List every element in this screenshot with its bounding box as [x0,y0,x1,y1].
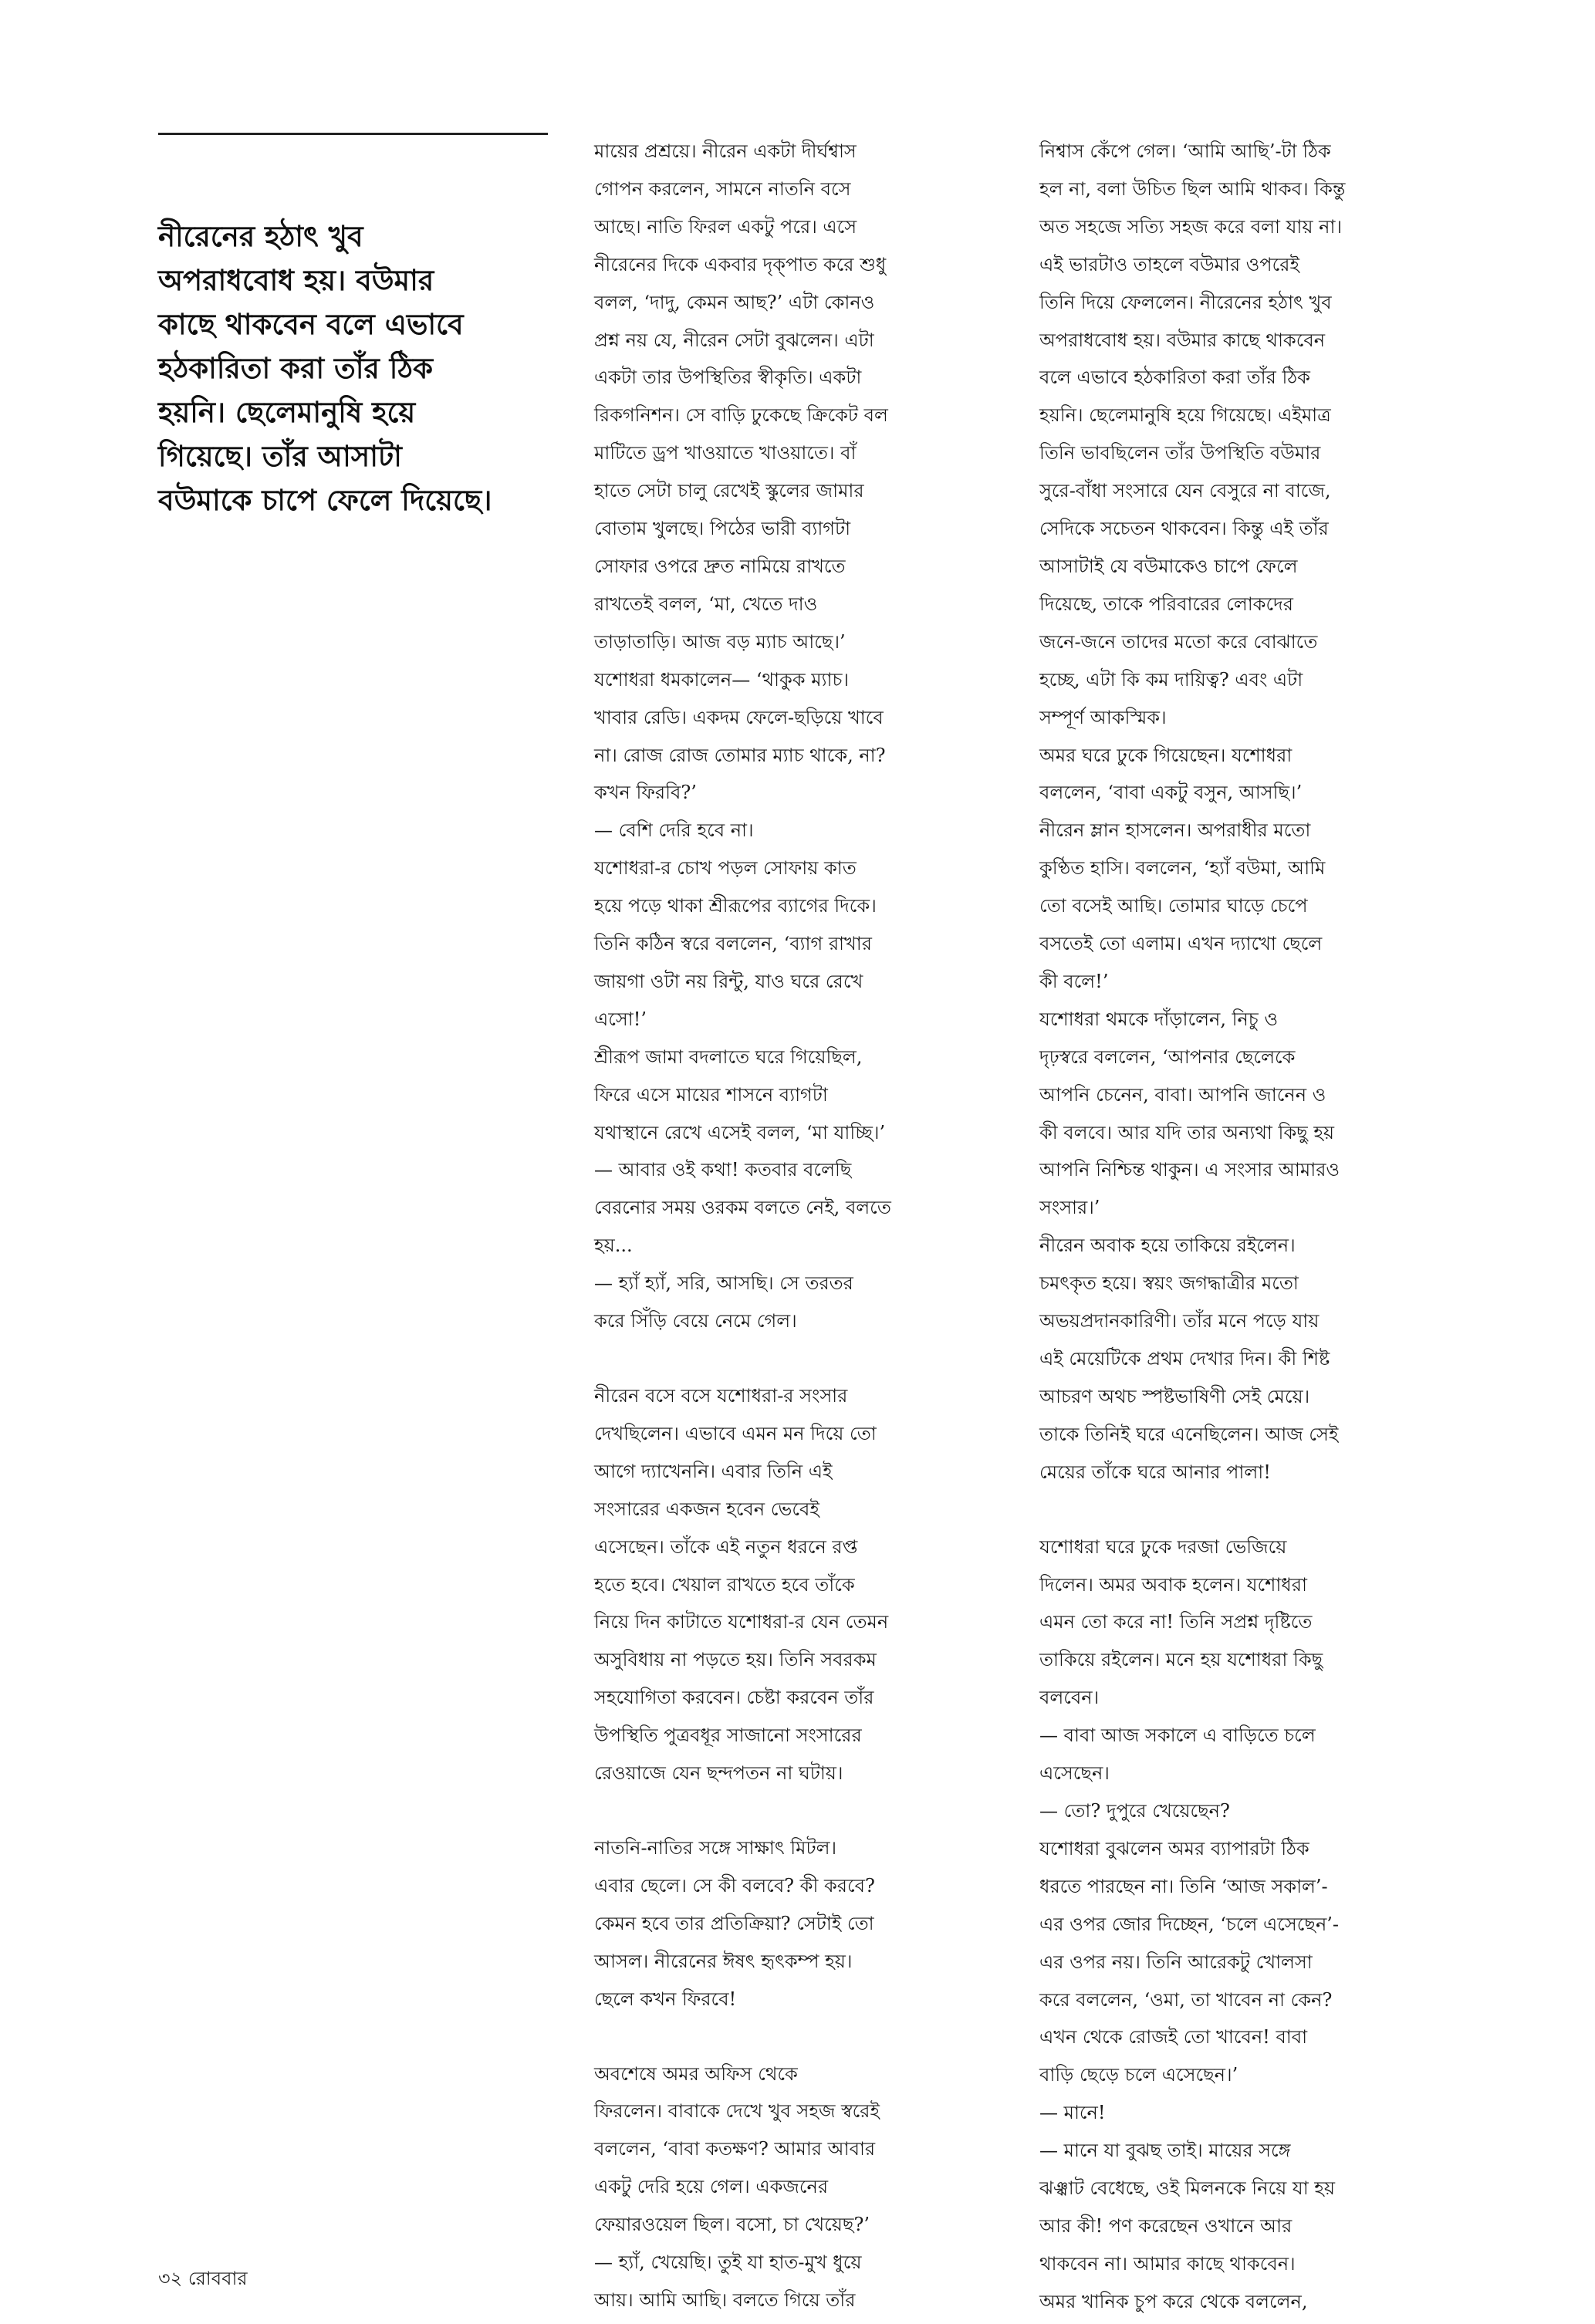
pull-quote-line: হঠকারিতা করা তাঁর ঠিক [158,352,433,385]
magazine-name: রোববার [188,2268,248,2289]
paragraph: শ্রীরূপ জামা বদলাতে ঘরে গিয়েছিল, ফিরে এসে মায়ের শাসনে ব্যাগটা যথাস্থানে রেখে এসেই বলল, ‘মা যাচ্ছি।’ [594,1045,886,1143]
paragraph: যশোধরা থমকে দাঁড়ালেন, নিচু ও দৃঢ়স্বরে বললেন, ‘আপনার ছেলেকে আপনি চেনেন, বাবা। আপনি জানেন ও কী বলবে। আর যদি তার অন্যথা কিছু হয় আপনি নিশ্চিন্ত থাকুন। এ সংসার আমারও সংসার।’ [1039,1008,1340,1219]
pull-quote-line: কাছে থাকবেন বলে এভাবে [158,308,464,341]
paragraph: নীরেন অবাক হয়ে তাকিয়ে রইলেন। চমৎকৃত হয়ে। স্বয়ং জগদ্ধাত্রীর মতো অভয়প্রদানকারিণী। তাঁর মনে পড়ে যায় এই মেয়েটিকে প্রথম দেখার দিন। কী শিষ্ট আচরণ অথচ স্পষ্টভাষিণী সেই মেয়ে। তাকে তিনিই ঘরে এনেছিলেন। আজ সেই মেয়ের তাঁকে ঘরে আনার পালা! [1039,1235,1339,1483]
paragraph: — হ্যাঁ হ্যাঁ, সরি, আসছি। সে তরতর করে সিঁড়ি বেয়ে নেমে গেল। [594,1272,853,1333]
pull-quote-line: নীরেনের হঠাৎ খুব [158,220,363,253]
pull-quote-line: হয়নি। ছেলেমানুষি হয়ে [158,396,416,429]
paragraph: — বেশি দেরি হবে না। [594,819,754,842]
article-column-middle [594,133,984,2311]
pull-quote-rule [158,133,548,135]
paragraph: — বাবা আজ সকালে এ বাড়িতে চলে এসেছেন। [1039,1724,1316,1785]
paragraph: — হ্যাঁ, খেয়েছি। তুই যা হাত-মুখ ধুয়ে আয়। আমি আছি। বলতে গিয়ে তাঁর [594,2251,862,2311]
page-footer [158,2265,248,2295]
paragraph: নিশ্বাস কেঁপে গেল। ‘আমি আছি’-টা ঠিক হল না, বলা উচিত ছিল আমি থাকব। কিন্তু অত সহজে সত্যি সহজ করে বলা যায় না। এই ভারটাও তাহলে বউমার ওপরেই তিনি দিয়ে ফেললেন। নীরেনের হঠাৎ খুব অপরাধবোধ হয়। বউমার কাছে থাকবেন বলে এভাবে হঠকারিতা করা তাঁর ঠিক হয়নি। ছেলেমানুষি হয়ে গিয়েছে। এইমাত্র তিনি ভাবছিলেন তাঁর উপস্থিতি বউমার সুরে-বাঁধা সংসারে যেন বেসুরে না বাজে, সেদিকে সচেতন থাকবেন। কিন্তু এই তাঁর আসাটাই যে বউমাকেও চাপে ফেলে দিয়েছে, তাকে পরিবারের লোকদের জনে-জনে তাদের মতো করে বোঝাতে হচ্ছে, এটা কি কম দায়িত্ব? এবং এটা সম্পূর্ণ আকস্মিক। [1039,140,1346,728]
pull-quote-line: গিয়েছে। তাঁর আসাটা [158,440,402,473]
paragraph: অমর ঘরে ঢুকে গিয়েছেন। যশোধরা বললেন, ‘বাবা একটু বসুন, আসছি।’ নীরেন ম্লান হাসলেন। অপরাধীর মতো কুণ্ঠিত হাসি। বললেন, ‘হ্যাঁ বউমা, আমি তো বসেই আছি। তোমার ঘাড়ে চেপে বসতেই তো এলাম। এখন দ্যাখো ছেলে কী বলে!’ [1039,744,1326,992]
paragraph: — তো? দুপুরে খেয়েছেন? [1039,1799,1230,1822]
paragraph: নীরেন বসে বসে যশোধরা-র সংসার দেখছিলেন। এভাবে এমন মন দিয়ে তো আগে দ্যাখেননি। এবার তিনি এই সংসারের একজন হবেন ভেবেই এসেছেন। তাঁকে এই নতুন ধরনে রপ্ত হতে হবে। খেয়াল রাখতে হবে তাঁকে নিয়ে দিন কাটাতে যশোধরা-র যেন তেমন অসুবিধায় না পড়তে হয়। তিনি সবরকম সহযোগিতা করবেন। চেষ্টা করবেন তাঁর উপস্থিতি পুত্রবধূর সাজানো সংসারের রেওয়াজে যেন ছন্দপতন না ঘটায়। [594,1385,889,1785]
pull-quote [158,214,559,522]
pull-quote-line: বউমাকে চাপে ফেলে দিয়েছে। [158,484,492,517]
paragraph: মায়ের প্রশ্রয়ে। নীরেন একটা দীর্ঘশ্বাস গোপন করলেন, সামনে নাতনি বসে আছে। নাতি ফিরল একটু পরে। এসে নীরেনের দিকে একবার দৃক্‌পাত করে শুধু বলল, ‘দাদু, কেমন আছ?’ এটা কোনও প্রশ্ন নয় যে, নীরেন সেটা বুঝলেন। এটা একটা তার উপস্থিতির স্বীকৃতি। একটা রিকগনিশন। সে বাড়ি ঢুকেছে ক্রিকেট বল মাটিতে ড্রপ খাওয়াতে খাওয়াতে। বাঁ হাতে সেটা চালু রেখেই স্কুলের জামার বোতাম খুলছে। পিঠের ভারী ব্যাগটা সোফার ওপরে দ্রুত নামিয়ে রাখতে রাখতেই বলল, ‘মা, খেতে দাও তাড়াতাড়ি। আজ বড় ম্যাচ আছে।’ [594,140,888,653]
paragraph: যশোধরা বুঝলেন অমর ব্যাপারটা ঠিক ধরতে পারছেন না। তিনি ‘আজ সকাল’- এর ওপর জোর দিচ্ছেন, ‘চলে এসেছেন’- এর ওপর নয়। তিনি আরেকটু খোলসা করে বললেন, ‘ওমা, তা খাবেন না কেন? এখন থেকে রোজই তো খাবেন! বাবা বাড়ি ছেড়ে চলে এসেছেন।’ [1039,1837,1340,2086]
paragraph: যশোধরা-র চোখ পড়ল সোফায় কাত হয়ে পড়ে থাকা শ্রীরূপের ব্যাগের দিকে। তিনি কঠিন স্বরে বললেন, ‘ব্যাগ রাখার জায়গা ওটা নয় রিন্টু, যাও ঘরে রেখে এসো!’ [594,857,877,1030]
paragraph: অমর খানিক চুপ করে থেকে বললেন, [1039,2290,1308,2312]
paragraph: — মানে যা বুঝছ তাই। মায়ের সঙ্গে ঝঞ্ঝাট বেধেছে, ওই মিলনকে নিয়ে যা হয় আর কী! পণ করেছেন ওখানে আর থাকবেন না। আমার কাছে থাকবেন। [1039,2140,1336,2275]
page-number: ৩২ [158,2268,183,2289]
paragraph: — আবার ওই কথা! কতবার বলেছি বেরনোর সময় ওরকম বলতে নেই, বলতে হয়... [594,1159,891,1257]
paragraph: নাতনি-নাতির সঙ্গে সাক্ষাৎ মিটল। এবার ছেলে। সে কী বলবে? কী করবে? কেমন হবে তার প্রতিক্রিয়া? সেটাই তো আসল। নীরেনের ঈষৎ হৃৎকম্প হয়। ছেলে কখন ফিরবে! [594,1836,875,2010]
paragraph: যশোধরা ধমকালেন— ‘থাকুক ম্যাচ। খাবার রেডি। একদম ফেলে-ছড়িয়ে খাবে না। রোজ রোজ তোমার ম্যাচ থাকে, না? কখন ফিরবি?’ [594,668,886,804]
article-column-right [1039,133,1441,2312]
paragraph: যশোধরা ঘরে ঢুকে দরজা ভেজিয়ে দিলেন। অমর অবাক হলেন। যশোধরা এমন তো করে না! তিনি সপ্রশ্ন দৃষ্টিতে তাকিয়ে রইলেন। মনে হয় যশোধরা কিছু বলবেন। [1039,1535,1323,1709]
pull-quote-line: অপরাধবোধ হয়। বউমার [158,264,434,297]
paragraph: অবশেষে অমর অফিস থেকে ফিরলেন। বাবাকে দেখে খুব সহজ স্বরেই বললেন, ‘বাবা কতক্ষণ? আমার আবার একটু দেরি হয়ে গেল। একজনের ফেয়ারওয়েল ছিল। বসো, চা খেয়েছ?’ [594,2062,880,2236]
paragraph: — মানে! [1039,2102,1106,2124]
